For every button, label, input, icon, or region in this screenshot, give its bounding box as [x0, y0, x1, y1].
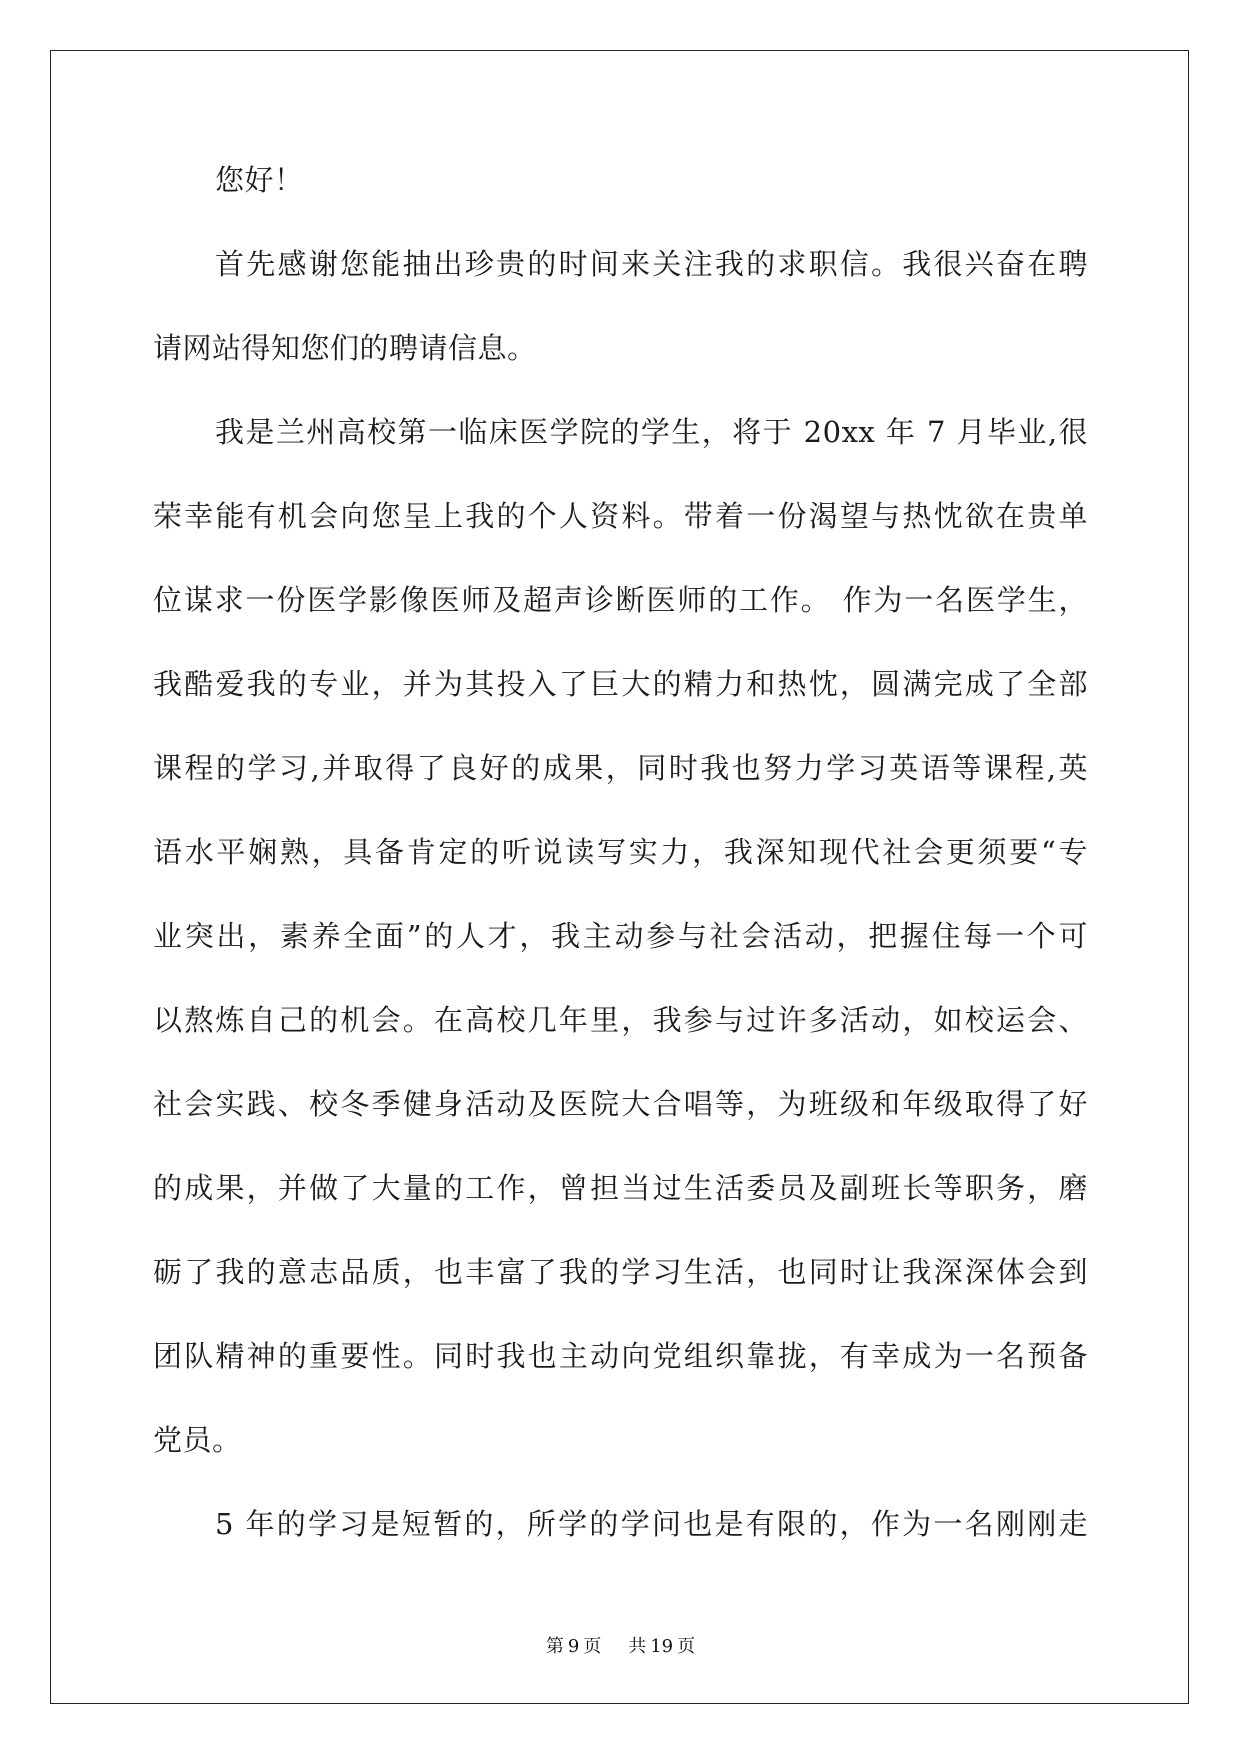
text-line: 5 年的学习是短暂的，所学的学问也是有限的，作为一名刚刚走	[215, 1507, 1088, 1541]
footer-total-suffix: 页	[677, 1636, 696, 1657]
footer-prefix: 第	[545, 1636, 564, 1657]
page-footer	[0, 1632, 1241, 1658]
footer-total-prefix: 共	[628, 1636, 647, 1657]
footer-current-page: 9	[567, 1636, 580, 1657]
text-line: 语水平娴熟，具备肯定的听说读写实力，我深知现代社会更须要“专	[153, 835, 1088, 869]
text-line: 首先感谢您能抽出珍贵的时间来关注我的求职信。我很兴奋在聘	[215, 247, 1088, 281]
text-line: 请网站得知您们的聘请信息。	[153, 331, 537, 365]
text-line: 您好！	[215, 163, 304, 197]
footer-page-suffix: 页	[583, 1636, 602, 1657]
text-line: 团队精神的重要性。同时我也主动向党组织靠拢，有幸成为一名预备	[153, 1339, 1088, 1373]
text-line: 社会实践、校冬季健身活动及医院大合唱等，为班级和年级取得了好	[153, 1087, 1088, 1121]
text-line: 位谋求一份医学影像医师及超声诊断医师的工作。 作为一名医学生，	[153, 583, 1088, 617]
text-line: 的成果，并做了大量的工作，曾担当过生活委员及副班长等职务，磨	[153, 1171, 1088, 1205]
text-line: 我是兰州高校第一临床医学院的学生，将于 20xx 年 7 月毕业,很	[215, 415, 1088, 449]
footer-total-pages: 19	[650, 1636, 674, 1657]
text-line: 以熬炼自己的机会。在高校几年里，我参与过许多活动，如校运会、	[153, 1003, 1088, 1037]
text-line: 业突出，素养全面”的人才，我主动参与社会活动，把握住每一个可	[153, 919, 1088, 953]
text-line: 课程的学习,并取得了良好的成果，同时我也努力学习英语等课程,英	[153, 751, 1088, 785]
text-line: 党员。	[153, 1423, 242, 1457]
text-line: 砺了我的意志品质，也丰富了我的学习生活，也同时让我深深体会到	[153, 1255, 1088, 1289]
text-line: 我酷爱我的专业，并为其投入了巨大的精力和热忱，圆满完成了全部	[153, 667, 1088, 701]
text-line: 荣幸能有机会向您呈上我的个人资料。带着一份渴望与热忱欲在贵单	[153, 499, 1088, 533]
